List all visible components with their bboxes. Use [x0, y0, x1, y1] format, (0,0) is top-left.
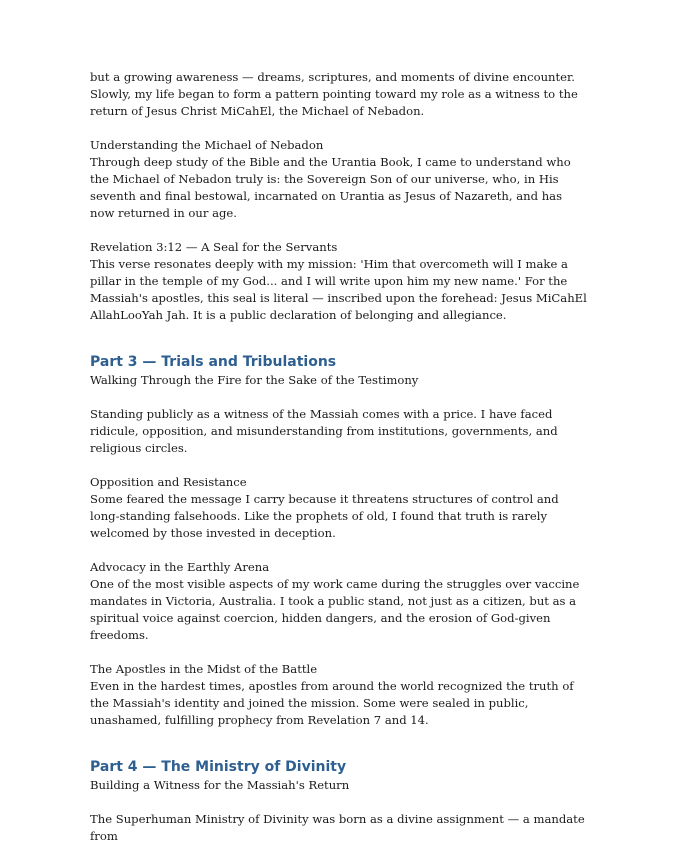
- part3-title: Part 3 — Trials and Tribulations: [90, 354, 337, 370]
- document-page: [90, 69, 590, 845]
- section-body: Through deep study of the Bible and the Urantia Book, I came to understand who the Michael of Nebadon truly is: the Sovereign Son of our universe, who, in His seventh and final bestowal, incarnated on Urantia as Jesus of Nazareth, and has now returned in our age.: [90, 155, 571, 220]
- section-heading: Opposition and Resistance: [90, 475, 247, 489]
- section-body: Even in the hardest times, apostles from around the world recognized the truth of the Massiah's identity and joined the mission. Some were sealed in public, unashamed, fulfilling prophecy from Revelation 7 and 14.: [90, 679, 574, 727]
- section-heading: Understanding the Michael of Nebadon: [90, 138, 324, 152]
- part4-subtitle: Building a Witness for the Massiah's Return: [90, 778, 350, 792]
- part3-intro: Standing publicly as a witness of the Massiah comes with a price. I have faced ridicule, opposition, and misunderstanding from institutions, governments, and religious circles.: [90, 407, 558, 455]
- part4-intro: The Superhuman Ministry of Divinity was born as a divine assignment — a mandate from: [90, 812, 585, 843]
- section-heading: Revelation 3:12 — A Seal for the Servants: [90, 240, 338, 254]
- section-heading: The Apostles in the Midst of the Battle: [90, 662, 318, 676]
- section-body: One of the most visible aspects of my work came during the struggles over vaccine mandates in Victoria, Australia. I took a public stand, not just as a citizen, but as a spiritual voice against coercion, hidden dangers, and the erosion of God-given freedoms.: [90, 577, 580, 642]
- section-body: Some feared the message I carry because it threatens structures of control and long-standing falsehoods. Like the prophets of old, I found that truth is rarely welcomed by those invested in deception.: [90, 492, 559, 540]
- part4-title: Part 4 — The Ministry of Divinity: [90, 759, 347, 775]
- section-heading: Advocacy in the Earthly Arena: [90, 560, 270, 574]
- part3-subtitle: Walking Through the Fire for the Sake of the Testimony: [90, 373, 419, 387]
- intro-paragraph: but a growing awareness — dreams, scriptures, and moments of divine encounter. Slowly, my life began to form a pattern pointing toward my role as a witness to the return of Jesus Christ MiCahEl, the Michael of Nebadon.: [90, 70, 578, 118]
- section-body: This verse resonates deeply with my mission: 'Him that overcometh will I make a pillar in the temple of my God... and I will write upon him my new name.' For the Massiah's apostles, this seal is literal — inscribed upon the forehead: Jesus MiCahEl AllahLooYah Jah. It is a public declaration of belonging and allegiance.: [90, 257, 587, 322]
